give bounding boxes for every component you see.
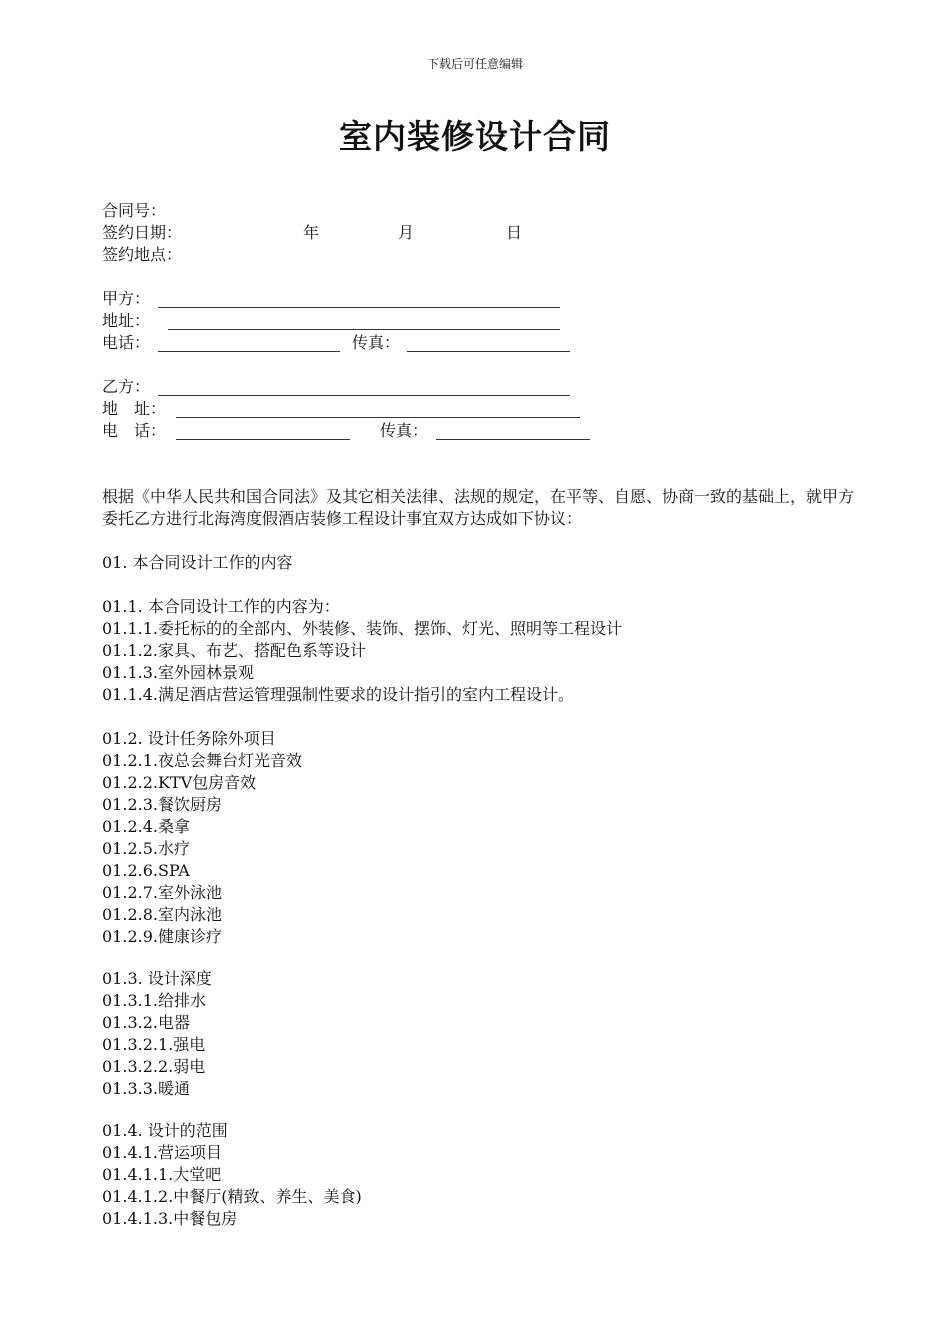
party-a-fax-label: 传真： [352, 333, 401, 352]
party-b-phone-line [102, 420, 602, 442]
day-label: 日 [506, 223, 523, 242]
document-title: 室内装修设计合同 [339, 117, 611, 156]
sign-place-line [102, 244, 182, 266]
page-header-note: 下载后可任意编辑 [426, 57, 523, 71]
party-a-address-label: 地址： [102, 311, 151, 330]
list-item: 01.2.4.桑拿 [102, 817, 190, 836]
list-item: 01.4. 设计的范围 [102, 1121, 228, 1140]
list-item: 01.3.1.给排水 [102, 991, 206, 1010]
party-b-fax-label: 传真： [380, 421, 429, 440]
party-a-name-blank[interactable] [158, 307, 560, 308]
list-item: 01.2.1.夜总会舞台灯光音效 [102, 751, 302, 770]
list-item: 01.1.1.委托标的的全部内、外装修、装饰、摆饰、灯光、照明等工程设计 [102, 619, 622, 638]
list-item: 01.4.1.3.中餐包房 [102, 1209, 238, 1228]
party-a-name-label: 甲方： [102, 289, 151, 308]
list-item: 01.2.8.室内泳池 [102, 905, 222, 924]
party-b-name-label: 乙方： [102, 377, 151, 396]
party-a-address-line [102, 310, 602, 332]
party-b-phone-label: 电 话： [102, 421, 167, 440]
list-item: 01.4.1.营运项目 [102, 1143, 222, 1162]
list-item: 01.3. 设计深度 [102, 969, 212, 988]
party-b-fax-blank[interactable] [436, 439, 590, 440]
party-b-name-blank[interactable] [158, 395, 570, 396]
list-item: 01.1.3.室外园林景观 [102, 663, 254, 682]
party-a-name-line [102, 288, 602, 310]
list-item: 01.2. 设计任务除外项目 [102, 729, 276, 748]
section-heading: 01. 本合同设计工作的内容 [102, 553, 293, 572]
list-item: 01.2.3.餐饮厨房 [102, 795, 222, 814]
party-b-phone-blank[interactable] [176, 439, 350, 440]
list-item: 01.1.4.满足酒店营运管理强制性要求的设计指引的室内工程设计。 [102, 685, 574, 704]
list-item: 01.2.9.健康诊疗 [102, 927, 222, 946]
contract-number-label: 合同号： [102, 201, 167, 220]
list-item: 01.3.2.2.弱电 [102, 1057, 206, 1076]
list-item: 01.2.2.KTV包房音效 [102, 773, 257, 792]
list-item: 01.4.1.1.大堂吧 [102, 1165, 222, 1184]
sign-date-line [102, 222, 602, 244]
list-item: 01.1.2.家具、布艺、搭配色系等设计 [102, 641, 366, 660]
party-b-name-line [102, 376, 602, 398]
list-item: 01.1. 本合同设计工作的内容为： [102, 597, 340, 616]
list-item: 01.3.3.暖通 [102, 1079, 190, 1098]
party-a-phone-blank[interactable] [158, 351, 340, 352]
party-b-address-blank[interactable] [176, 417, 580, 418]
list-item: 01.3.2.电器 [102, 1013, 190, 1032]
sign-date-label: 签约日期： [102, 223, 183, 242]
party-b-address-label: 地 址： [102, 399, 167, 418]
list-item: 01.2.7.室外泳池 [102, 883, 222, 902]
party-a-phone-line [102, 332, 602, 354]
list-item: 01.2.5.水疗 [102, 839, 190, 858]
month-label: 月 [398, 223, 415, 242]
party-a-address-blank[interactable] [168, 329, 560, 330]
list-item: 01.4.1.2.中餐厅(精致、养生、美食) [102, 1187, 362, 1206]
party-a-phone-label: 电话： [102, 333, 151, 352]
list-item: 01.2.6.SPA [102, 861, 190, 880]
party-b-address-line [102, 398, 602, 420]
sign-place-label: 签约地点： [102, 245, 183, 264]
contract-number-line [102, 200, 166, 222]
party-a-fax-blank[interactable] [407, 351, 570, 352]
list-item: 01.3.2.1.强电 [102, 1035, 206, 1054]
intro-paragraph: 根据《中华人民共和国合同法》及其它相关法律、法规的规定，在平等、自愿、协商一致的基础上，就甲方委托乙方进行北海湾度假酒店装修工程设计事宜双方达成如下协议： [102, 487, 855, 528]
year-label: 年 [303, 223, 320, 242]
